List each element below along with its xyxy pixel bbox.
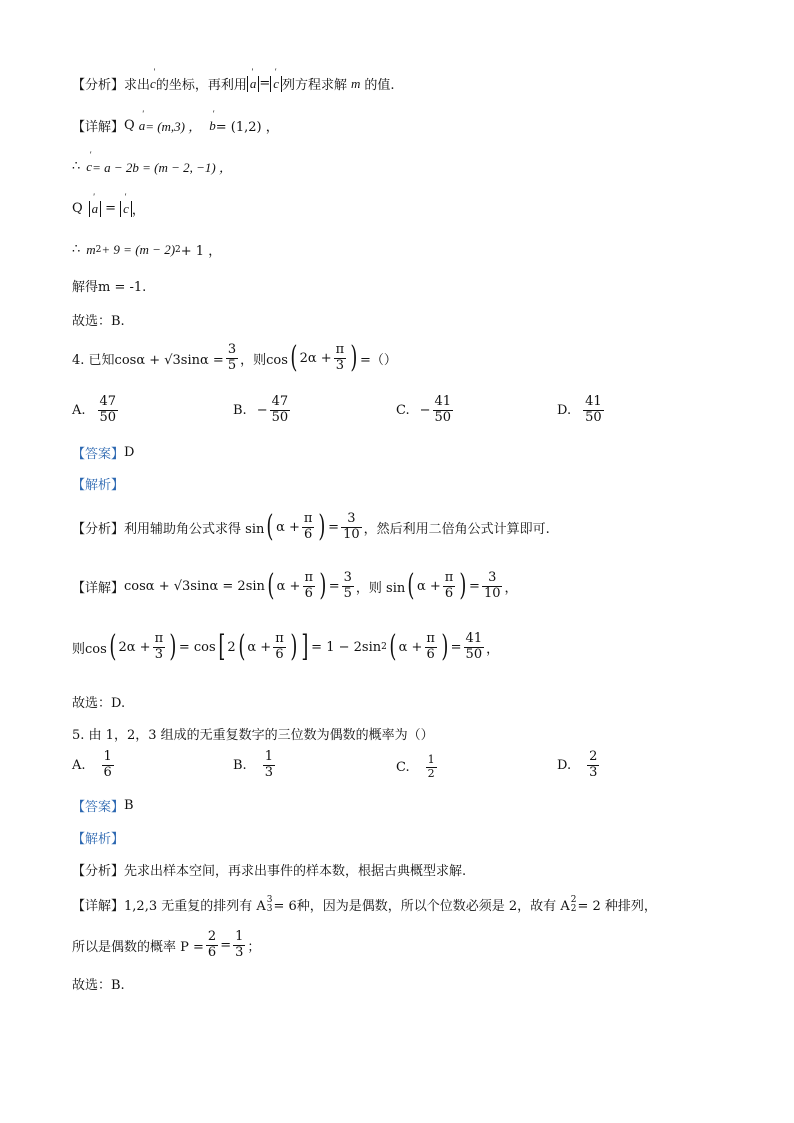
q3-detail-line-1: 【详解】 Q ' a = (m,3) ， ' b = (1,2) ，	[72, 116, 279, 135]
q4-option-c: C. − $\frac{41}{50}$	[396, 394, 452, 425]
q5-option-c: C. $\frac{1}{2}$	[396, 753, 435, 780]
q5-option-b: B. $\frac{1}{3}$	[233, 749, 273, 780]
q4-detail-line-1: 【详解】 cosα + √3sinα = 2sin ( α + $\frac{\pi}{6}$ ) = $\frac{3}{5}$ ，则 sin ( α + $\frac{\pi}{6}$ ) = $\frac{3}{10}$ ，	[72, 568, 518, 604]
q5-option-d: D. $\frac{2}{3}$	[557, 749, 598, 780]
q3-answer-line: 故选：B.	[72, 314, 125, 329]
q5-stem: 5. 由 1，2，3 组成的无重复数字的三位数为偶数的概率为（）	[72, 728, 434, 743]
q5-analysis-line: 【分析】 先求出样本空间，再求出事件的样本数，根据古典概型求解.	[72, 864, 467, 879]
q5-final-answer: 故选：B.	[72, 978, 125, 993]
q5-explain-heading: 【解析】	[72, 832, 125, 847]
analysis-tag: 【分析】	[72, 78, 125, 93]
q5-answer-line: 【答案】 B	[72, 798, 134, 815]
q3-detail-line-2: ∴ ' c = a − 2b = (m − 2, −1) ，	[72, 157, 232, 176]
q4-answer-line: 【答案】 D	[72, 445, 135, 462]
q3-detail-line-3: Q ' a = ' c ，	[72, 199, 145, 218]
q4-option-b: B. − $\frac{47}{50}$	[233, 394, 289, 425]
q4-option-a: A. $\frac{47}{50}$	[72, 394, 117, 425]
q3-analysis-line: 【分析】 求出 ' c 的坐标，再利用 ' a = ' c 列方程求解 m 的值.	[72, 74, 395, 93]
q4-detail-line-2: 则cos ( 2α + $\frac{\pi}{3}$ ) = cos [ 2 ( α + $\frac{\pi}{6}$ ) ] = 1 − 2sin 2 ( α + $\frac{\pi}{6}$ ) = $\frac{41}{50}$ ，	[72, 629, 500, 665]
q4-final-answer: 故选：D.	[72, 696, 126, 711]
q4-stem: 4. 已知cosα + √3sinα = $\frac{3}{5}$ ，则cos ( 2α + $\frac{\pi}{3}$ ) =（）	[72, 340, 397, 376]
detail-tag: 【详解】	[72, 120, 125, 135]
q5-detail-line-2: 所以是偶数的概率 P = $\frac{2}{6}$ = $\frac{1}{3}$ ；	[72, 929, 261, 960]
q5-option-a: A. $\frac{1}{6}$	[72, 749, 112, 780]
q3-detail-line-5: 解得m = -1.	[72, 280, 147, 295]
q4-analysis-line: 【分析】 利用辅助角公式求得 sin ( α + $\frac{\pi}{6}$ ) = $\frac{3}{10}$ ，然后利用二倍角公式计算即可.	[72, 509, 550, 545]
q4-explain-heading: 【解析】	[72, 478, 125, 493]
fraction: $\frac{3}{5}$	[227, 342, 237, 373]
q4-option-d: D. $\frac{41}{50}$	[557, 394, 602, 425]
q5-detail-line-1: 【详解】 1,2,3 无重复的排列有 A 3 3 = 6种，因为是偶数，所以个位数必须是 2，故有 A 2 2 = 2 种排列，	[72, 894, 657, 914]
q3-detail-line-4: ∴ m 2 + 9 = (m − 2) 2 + 1 ，	[72, 241, 222, 259]
